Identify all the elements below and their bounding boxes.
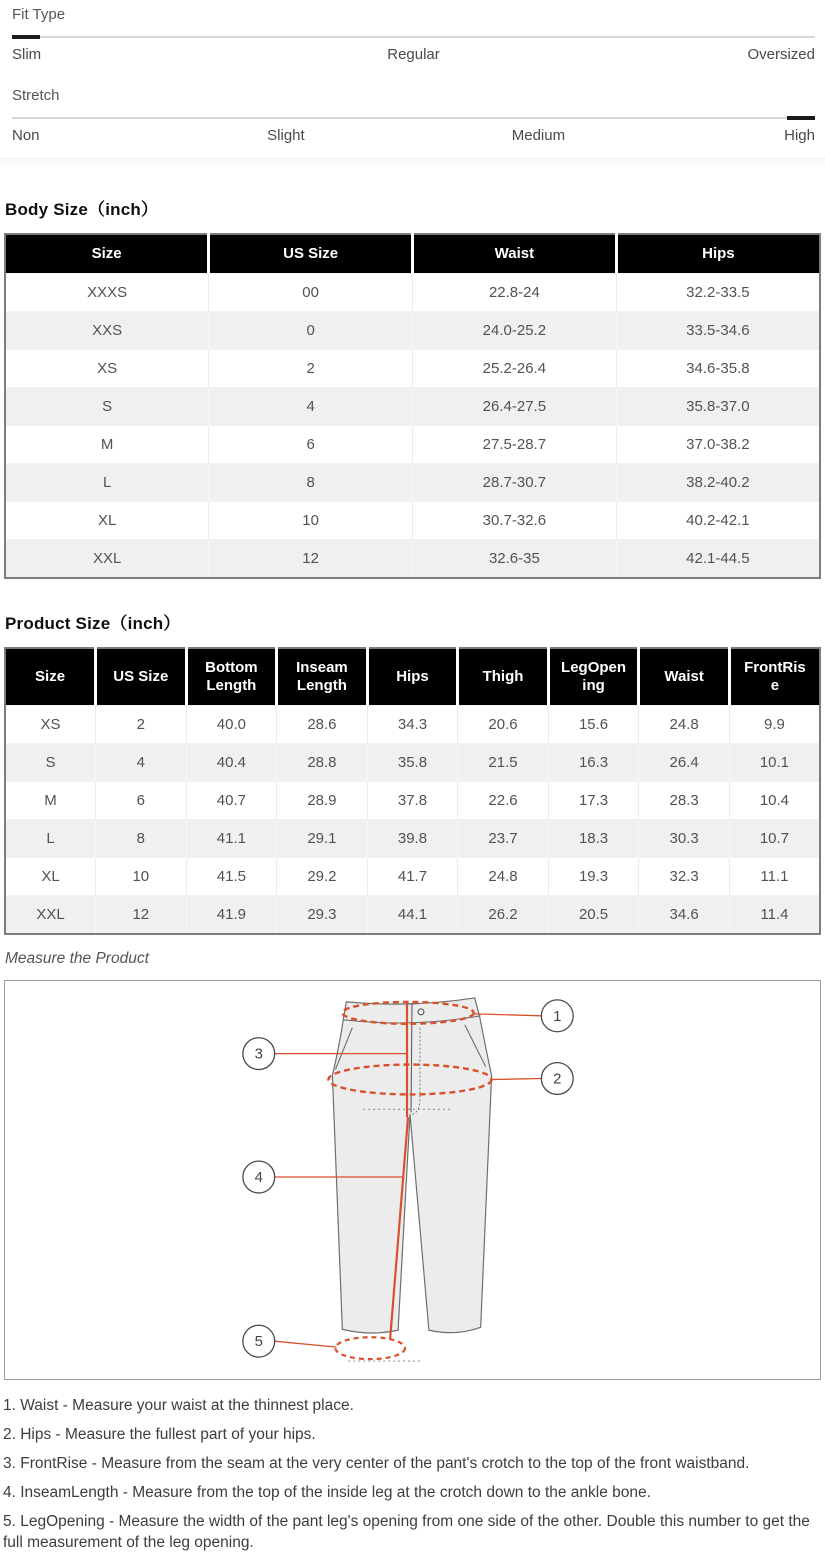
table-cell: 29.1: [277, 820, 368, 858]
column-header-thigh: Thigh: [458, 648, 549, 706]
table-cell: 28.3: [639, 782, 730, 820]
column-header-bottom-length: Bottom Length: [186, 648, 277, 706]
table-cell: 33.5-34.6: [616, 312, 820, 350]
table-cell: 10.7: [729, 820, 820, 858]
table-cell: XXL: [5, 896, 96, 935]
table-cell: 18.3: [548, 820, 639, 858]
product-size-title: Product Size（inch）: [5, 614, 181, 633]
body-size-table: [4, 233, 821, 579]
table-row: [5, 426, 820, 464]
table-cell: 39.8: [367, 820, 458, 858]
table-cell: 4: [96, 744, 187, 782]
measurement-diagram: [4, 980, 821, 1380]
body-size-header-row: [5, 234, 820, 274]
table-cell: 40.0: [186, 706, 277, 744]
table-cell: 10.4: [729, 782, 820, 820]
fit-type-scale: [12, 6, 815, 65]
table-cell: 28.7-30.7: [413, 464, 617, 502]
callout-number-2: 2: [553, 1070, 562, 1088]
table-cell: 28.6: [277, 706, 368, 744]
measure-note: 2. Hips - Measure the fullest part of your hips.: [3, 1425, 316, 1443]
fit-type-track: [12, 36, 815, 38]
table-cell: 10: [96, 858, 187, 896]
table-cell: M: [5, 782, 96, 820]
table-cell: L: [5, 464, 209, 502]
scale-option-slight: Slight: [267, 127, 305, 144]
table-cell: 2: [96, 706, 187, 744]
callout-number-3: 3: [254, 1045, 263, 1063]
column-header-us-size: US Size: [209, 234, 413, 274]
table-cell: XS: [5, 350, 209, 388]
table-row: [5, 820, 820, 858]
section-divider: [0, 158, 825, 165]
table-cell: 19.3: [548, 858, 639, 896]
fit-type-marker: [12, 35, 40, 39]
measure-note: 3. FrontRise - Measure from the seam at the very center of the pant's crotch to the top of the front waistband.: [3, 1454, 750, 1472]
callout-line-1: [475, 1014, 542, 1016]
table-cell: 6: [96, 782, 187, 820]
table-cell: 6: [209, 426, 413, 464]
table-row: [5, 502, 820, 540]
scale-option-non: Non: [12, 127, 40, 144]
stretch-track: [12, 117, 815, 119]
fit-type-label: Fit Type: [12, 6, 66, 23]
table-cell: 32.3: [639, 858, 730, 896]
column-header-frontrise: FrontRise: [729, 648, 820, 706]
table-cell: XS: [5, 706, 96, 744]
table-row: [5, 540, 820, 579]
measure-note: 5. LegOpening - Measure the width of the pant leg's opening from one side of the other. Double this number to get the full measurement of the leg opening.: [3, 1512, 810, 1551]
stretch-options: [12, 127, 815, 146]
table-row: [5, 464, 820, 502]
callout-number-1: 1: [553, 1007, 562, 1025]
table-cell: 37.0-38.2: [616, 426, 820, 464]
table-row: [5, 858, 820, 896]
leg-opening-ellipse: [335, 1337, 405, 1359]
scale-option-medium: Medium: [511, 127, 566, 144]
fit-type-options: [12, 46, 815, 65]
table-cell: 30.7-32.6: [413, 502, 617, 540]
table-cell: 26.2: [458, 896, 549, 935]
table-row: [5, 312, 820, 350]
table-cell: 9.9: [729, 706, 820, 744]
table-cell: 26.4-27.5: [413, 388, 617, 426]
scale-option-slim: Slim: [12, 46, 42, 63]
callout-number-5: 5: [254, 1333, 263, 1351]
table-row: [5, 782, 820, 820]
attribute-scales: [0, 0, 825, 165]
column-header-us-size: US Size: [96, 648, 187, 706]
table-cell: 44.1: [367, 896, 458, 935]
table-cell: 37.8: [367, 782, 458, 820]
table-cell: 34.6-35.8: [616, 350, 820, 388]
measure-title: Measure the Product: [5, 950, 149, 967]
table-cell: XL: [5, 858, 96, 896]
stretch-scale: [12, 87, 815, 146]
column-header-size: Size: [5, 648, 96, 706]
table-cell: 27.5-28.7: [413, 426, 617, 464]
table-cell: 24.8: [639, 706, 730, 744]
callout-line-5: [275, 1341, 337, 1347]
table-cell: 12: [96, 896, 187, 935]
table-cell: 40.4: [186, 744, 277, 782]
table-cell: 41.5: [186, 858, 277, 896]
table-cell: XL: [5, 502, 209, 540]
table-cell: 41.9: [186, 896, 277, 935]
table-cell: S: [5, 388, 209, 426]
measure-note: 4. InseamLength - Measure from the top of the inside leg at the crotch down to the ankle bone.: [3, 1483, 651, 1501]
table-cell: 11.4: [729, 896, 820, 935]
table-cell: 21.5: [458, 744, 549, 782]
table-cell: XXS: [5, 312, 209, 350]
column-header-hips: Hips: [367, 648, 458, 706]
measure-note: 1. Waist - Measure your waist at the thinnest place.: [3, 1397, 354, 1414]
table-cell: 23.7: [458, 820, 549, 858]
table-cell: 40.7: [186, 782, 277, 820]
table-cell: 12: [209, 540, 413, 579]
table-cell: 28.8: [277, 744, 368, 782]
table-cell: 8: [209, 464, 413, 502]
table-cell: 42.1-44.5: [616, 540, 820, 579]
table-cell: 29.2: [277, 858, 368, 896]
body-size-title: Body Size（inch）: [5, 200, 159, 219]
table-cell: XXL: [5, 540, 209, 579]
table-row: [5, 896, 820, 935]
column-header-waist: Waist: [639, 648, 730, 706]
table-cell: 34.3: [367, 706, 458, 744]
stretch-marker: [787, 116, 815, 120]
table-cell: 28.9: [277, 782, 368, 820]
table-row: [5, 706, 820, 744]
table-cell: 16.3: [548, 744, 639, 782]
table-cell: 30.3: [639, 820, 730, 858]
column-header-hips: Hips: [616, 234, 820, 274]
table-cell: 0: [209, 312, 413, 350]
scale-option-high: High: [784, 127, 815, 144]
table-cell: 41.7: [367, 858, 458, 896]
table-cell: 29.3: [277, 896, 368, 935]
stretch-label: Stretch: [12, 87, 60, 104]
table-row: [5, 744, 820, 782]
table-cell: 22.6: [458, 782, 549, 820]
table-cell: XXXS: [5, 274, 209, 312]
scale-option-regular: Regular: [387, 46, 440, 63]
callout-line-2: [493, 1079, 542, 1080]
table-cell: 32.2-33.5: [616, 274, 820, 312]
column-header-waist: Waist: [413, 234, 617, 274]
table-cell: 24.8: [458, 858, 549, 896]
table-cell: S: [5, 744, 96, 782]
table-cell: 15.6: [548, 706, 639, 744]
table-row: [5, 274, 820, 312]
scale-option-oversized: Oversized: [747, 46, 815, 63]
table-cell: 00: [209, 274, 413, 312]
table-cell: 41.1: [186, 820, 277, 858]
table-cell: 24.0-25.2: [413, 312, 617, 350]
table-cell: 35.8-37.0: [616, 388, 820, 426]
table-cell: 35.8: [367, 744, 458, 782]
table-cell: 10: [209, 502, 413, 540]
table-cell: 17.3: [548, 782, 639, 820]
table-cell: 2: [209, 350, 413, 388]
table-cell: 32.6-35: [413, 540, 617, 579]
table-cell: 20.5: [548, 896, 639, 935]
table-cell: 4: [209, 388, 413, 426]
table-cell: 20.6: [458, 706, 549, 744]
measure-notes: [3, 1396, 825, 1554]
table-cell: 26.4: [639, 744, 730, 782]
table-cell: 11.1: [729, 858, 820, 896]
table-cell: 34.6: [639, 896, 730, 935]
table-cell: 10.1: [729, 744, 820, 782]
table-cell: L: [5, 820, 96, 858]
table-cell: 8: [96, 820, 187, 858]
column-header-size: Size: [5, 234, 209, 274]
table-cell: M: [5, 426, 209, 464]
table-cell: 22.8-24: [413, 274, 617, 312]
callout-number-4: 4: [254, 1168, 263, 1186]
pants-illustration: [5, 981, 820, 1379]
column-header-inseam-length: Inseam Length: [277, 648, 368, 706]
product-size-header-row: [5, 648, 820, 706]
table-cell: 25.2-26.4: [413, 350, 617, 388]
table-cell: 40.2-42.1: [616, 502, 820, 540]
table-row: [5, 388, 820, 426]
column-header-legopening: LegOpening: [548, 648, 639, 706]
product-size-table: [4, 647, 821, 935]
table-cell: 38.2-40.2: [616, 464, 820, 502]
table-row: [5, 350, 820, 388]
